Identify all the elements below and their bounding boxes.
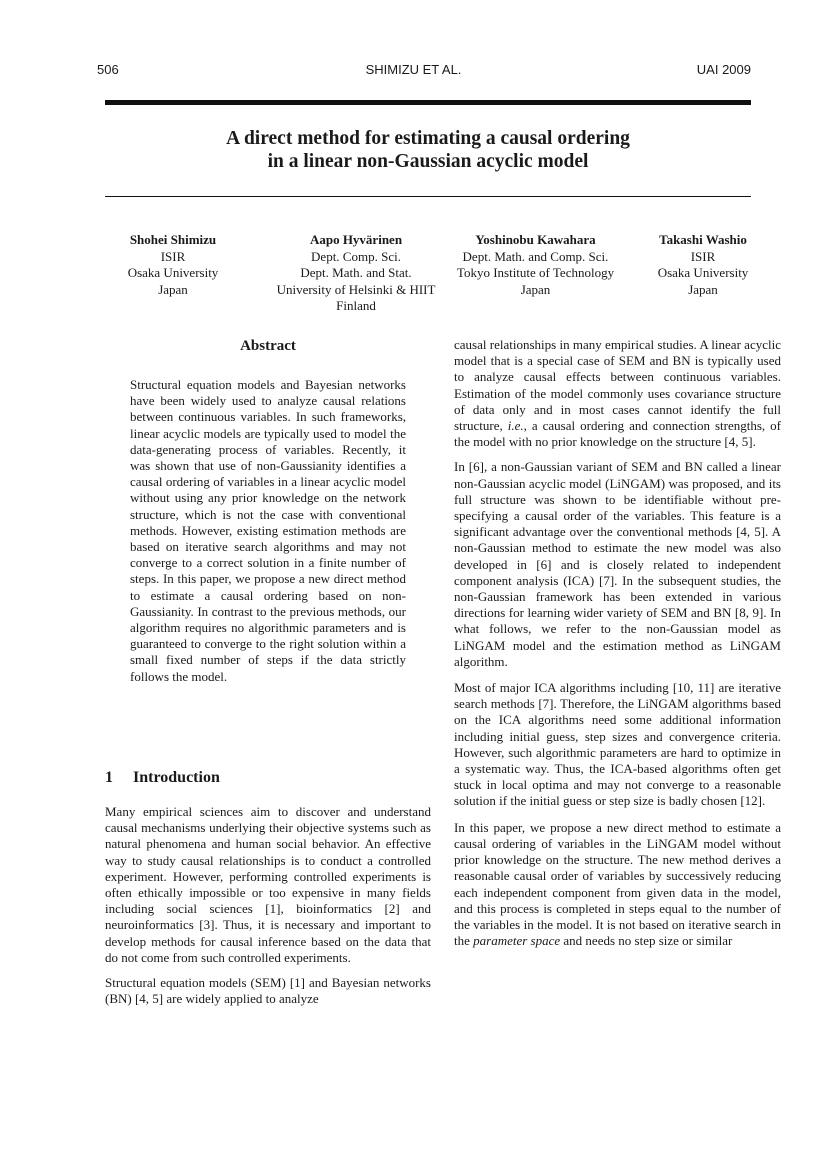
abstract-text: Structural equation models and Bayesian networks have been widely used to analyze causal relations between continuous variables. In such frameworks, linear acyclic models are typically used to model the data-generating process of variables. Recently, it was shown that use of non-Gaussianity identifies a causal ordering of variables in a linear acyclic model without using any prior knowledge on the network structure, which is not the case with conventional methods. However, existing estimation methods are based on iterative search algorithms and may not converge to a correct solution in a finite number of steps. In this paper, we propose a new direct method to estimate a causal ordering based on non-Gaussianity. In contrast to the previous methods, our algorithm requires no algorithmic parameters and is guaranteed to converge to the right solution within a small fixed number of steps if the data strictly follows the model. [130, 377, 406, 684]
text-run: In this paper, we propose a new direct method to estimate a causal ordering of variables in the LiNGAM model without prior knowledge on the structure. The new method derives a reasonable causal order of variables by successively reducing each independent component from given data in the model, and this process is completed in steps equal to the number of the variables in the model. It is not based on iterative search in the [454, 819, 781, 949]
author-name: Yoshinobu Kawahara [475, 232, 596, 247]
paragraph: Structural equation models (SEM) [1] and Bayesian networks (BN) [4, 5] are widely applied to analyze [105, 975, 431, 1007]
right-column [454, 337, 781, 959]
section-heading [105, 769, 220, 787]
author-affiliation: Finland [336, 298, 376, 313]
author-affiliation: Japan [520, 281, 551, 297]
author-affiliation: Osaka University [127, 265, 219, 280]
author-name: Shohei Shimizu [129, 232, 217, 247]
author-name: Takashi Washio [659, 232, 747, 247]
text-run: causal relationships in many empirical studies. A linear acyclic model that is a special case of SEM and BN is typically used to analyze causal effects between continuous variables. Estimation of the model commonly uses covariance structure of data only and in most cases cannot identify the full structure, [454, 337, 781, 434]
author-affiliation: Japan [688, 281, 718, 297]
author-affiliation: Dept. Math. and Comp. Sci. [462, 248, 609, 264]
venue-label: UAI 2009 [696, 62, 751, 77]
title-line-2: in a linear non-Gaussian acyclic model [267, 151, 589, 172]
author-affiliation: Dept. Comp. Sci. [311, 248, 401, 264]
top-rule [105, 100, 751, 105]
author-block [108, 232, 238, 298]
text-run-italic: parameter space [473, 933, 561, 949]
abstract-heading: Abstract [240, 338, 296, 354]
paragraph [454, 337, 781, 450]
paragraph [454, 820, 781, 950]
text-run: and needs no step size or similar [560, 933, 733, 949]
author-affiliation: Osaka University [657, 265, 749, 280]
paragraph: In [6], a non-Gaussian variant of SEM and BN called a linear non-Gaussian acyclic model (LiNGAM) was proposed, and its full structure was shown to be identifiable without pre-specifying a causal order of the variables. This feature is a significant advantage over the conventional methods [4, 5]. A non-Gaussian method to estimate the new model was also developed in [6] and is closely related to independent component analysis (ICA) [7]. In the subsequent studies, the non-Gaussian framework has been extended in various directions for learning wider variety of SEM and BN [8, 9]. In what follows, we refer to the non-Gaussian model as LiNGAM model and the estimation method as LiNGAM algorithm. [454, 459, 781, 669]
running-title: SHIMIZU ET AL. [365, 62, 462, 77]
paragraph: Many empirical sciences aim to discover and understand causal mechanisms underlying their objective systems such as natural phenomena and human social behavior. An effective way to study causal relationships is to conduct a controlled experiment. However, performing controlled experiments is often ethically impossible or too expensive in many fields including social sciences [1], bioinformatics [2] and neuroinformatics [3]. Thus, it is necessary and important to develop methods for causal inference based on the data that do not come from such controlled experiments. [105, 804, 431, 965]
author-affiliation: Dept. Math. and Stat. [300, 265, 412, 280]
author-affiliation: Japan [158, 281, 188, 297]
section-title: Introduction [133, 769, 220, 786]
title-line-1: A direct method for estimating a causal ordering [226, 128, 630, 149]
author-affiliation: ISIR [160, 248, 186, 264]
author-name: Aapo Hyvärinen [309, 232, 403, 247]
author-block [638, 232, 768, 298]
paragraph: Most of major ICA algorithms including [10, 11] are iterative search methods [7]. Therefore, the LiNGAM algorithms based on the ICA algorithms need some additional information including initial guess, step sizes and convergence criteria. However, such algorithmic parameters are hard to optimize in a systematic way. Thus, the ICA-based algorithms often get stuck in local optima and may not converge to a reasonable solution if the initial guess or step size is badly chosen [12]. [454, 680, 781, 809]
author-block [256, 232, 456, 315]
paper-title [105, 127, 751, 173]
author-affiliation: Tokyo Institute of Technology [456, 265, 615, 280]
text-run-italic: i.e. [507, 418, 524, 434]
text-run: , a causal ordering and connection strengths, of the model with no prior knowledge on the structure [4, 5]. [454, 418, 781, 450]
intro-left-column [105, 804, 431, 1016]
author-affiliation: University of Helsinki & HIIT [276, 281, 436, 297]
author-block [433, 232, 638, 298]
author-affiliation: ISIR [690, 248, 716, 264]
page-number: 506 [97, 62, 119, 77]
section-number: 1 [105, 769, 113, 786]
title-rule [105, 196, 751, 197]
